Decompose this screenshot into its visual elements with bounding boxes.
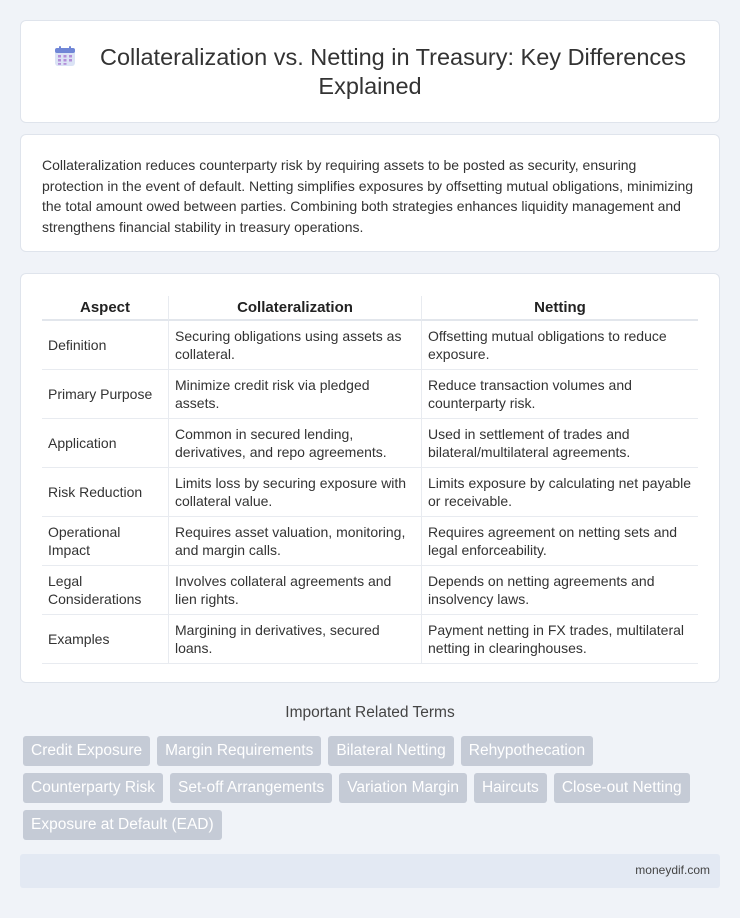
tag-row [23, 773, 723, 803]
tag-row [23, 736, 723, 766]
row-netting: Used in settlement of trades and bilateral/multilateral agreements. [421, 419, 698, 468]
row-netting: Reduce transaction volumes and counterparty risk. [421, 370, 698, 419]
tag-margin-requirements[interactable]: Margin Requirements [157, 736, 321, 766]
tag-haircuts[interactable]: Haircuts [474, 773, 547, 803]
title-card [20, 20, 720, 123]
tag-rehypothecation[interactable]: Rehypothecation [461, 736, 593, 766]
row-collateralization: Minimize credit risk via pledged assets. [168, 370, 421, 419]
tag-bilateral-netting[interactable]: Bilateral Netting [328, 736, 453, 766]
comparison-card [20, 273, 720, 683]
row-aspect: Legal Considerations [42, 566, 168, 615]
table-row [42, 370, 698, 419]
table-row [42, 566, 698, 615]
tag-exposure-at-default[interactable]: Exposure at Default (EAD) [23, 810, 222, 840]
row-netting: Depends on netting agreements and insolvency laws. [421, 566, 698, 615]
tag-row [23, 810, 723, 840]
tag-set-off-arrangements[interactable]: Set-off Arrangements [170, 773, 332, 803]
row-netting: Limits exposure by calculating net payable or receivable. [421, 468, 698, 517]
intro-card [20, 134, 720, 252]
row-aspect: Examples [42, 615, 168, 664]
table-row [42, 517, 698, 566]
footer [20, 854, 720, 888]
page-title-wrap [21, 43, 719, 101]
tag-credit-exposure[interactable]: Credit Exposure [23, 736, 150, 766]
header-aspect: Aspect [42, 296, 168, 321]
intro-text: Collateralization reduces counterparty risk by requiring assets to be posted as security, ensuring protection in the event of default. Netting simplifies exposures by offsetting mutual obligations, minimizing the total amount owed between parties. Combining both strategies enhances liquidity management and strengthens financial stability in treasury operations. [42, 157, 694, 235]
comparison-table [42, 296, 698, 664]
row-collateralization: Margining in derivatives, secured loans. [168, 615, 421, 664]
calendar-icon [54, 45, 76, 67]
row-collateralization: Limits loss by securing exposure with collateral value. [168, 468, 421, 517]
row-collateralization: Involves collateral agreements and lien rights. [168, 566, 421, 615]
table-row [42, 321, 698, 370]
row-aspect: Primary Purpose [42, 370, 168, 419]
row-collateralization: Common in secured lending, derivatives, and repo agreements. [168, 419, 421, 468]
table-header-row [42, 296, 698, 321]
footer-source[interactable]: moneydif.com [635, 863, 710, 877]
related-terms [23, 736, 723, 847]
header-collateralization: Collateralization [168, 296, 421, 321]
related-terms-heading: Important Related Terms [285, 704, 455, 721]
header-netting: Netting [421, 296, 698, 321]
tag-close-out-netting[interactable]: Close-out Netting [554, 773, 690, 803]
tag-counterparty-risk[interactable]: Counterparty Risk [23, 773, 163, 803]
row-aspect: Definition [42, 321, 168, 370]
row-netting: Requires agreement on netting sets and legal enforceability. [421, 517, 698, 566]
table-row [42, 419, 698, 468]
row-aspect: Operational Impact [42, 517, 168, 566]
row-collateralization: Requires asset valuation, monitoring, and margin calls. [168, 517, 421, 566]
row-aspect: Application [42, 419, 168, 468]
page-title: Collateralization vs. Netting in Treasury: Key Differences Explained [99, 44, 687, 99]
table-row [42, 615, 698, 664]
row-netting: Payment netting in FX trades, multilateral netting in clearinghouses. [421, 615, 698, 664]
tag-variation-margin[interactable]: Variation Margin [339, 773, 467, 803]
row-aspect: Risk Reduction [42, 468, 168, 517]
row-netting: Offsetting mutual obligations to reduce exposure. [421, 321, 698, 370]
row-collateralization: Securing obligations using assets as collateral. [168, 321, 421, 370]
table-row [42, 468, 698, 517]
